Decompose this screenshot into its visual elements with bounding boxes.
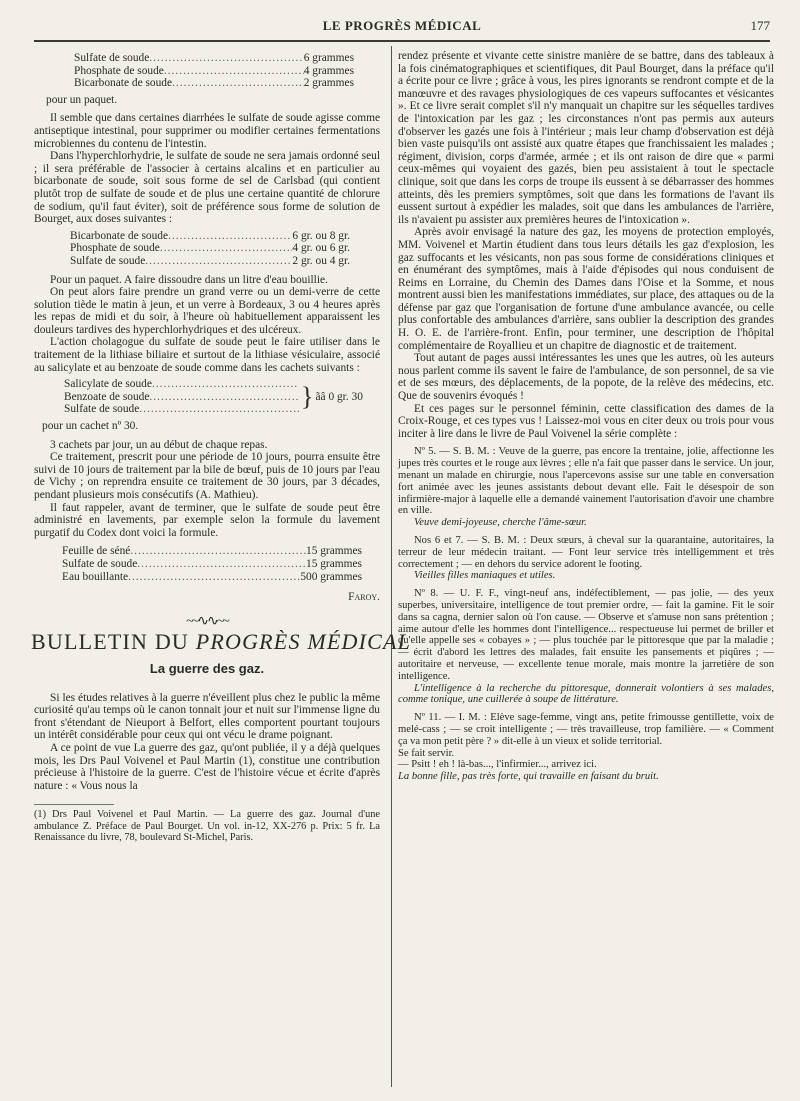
bulletin-heading-journal: PROGRÈS MÉDICAL [195,629,412,655]
recipe-line: Salicylate de soude ..... [64,378,299,391]
recipe-line: Bicarbonate de soude ..... 2 grammes [74,77,354,90]
footnote: (1) Drs Paul Voivenel et Paul Martin. — La guerre des gaz. Journal d'une ambulance Z. Préface de Paul Bourget. Un vol. in-12, XX-276 p. Prix: 5 fr. La Renaissance du livre, 78, boulevard St-Michel, Paris. [34,809,380,844]
recipe-1 [74,52,354,90]
paragraph: Après avoir envisagé la nature des gaz, les moyens de protection employés, MM. Voivenel et Martin étudient dans tous leurs détails les gaz d'explosion, les gaz suffocants et les vésicants, non pas sous forme de considérations cliniques et en énumérant des symptômes, mais à l'aide d'épisodes qui nous conduisent de Reims en Lorraine, du Chemin des Dames dans l'Oise et la Somme, et nous montrent aussi bien les manifestations immédiates, sur place, des attaques ou de la défense par gaz que l'organisation de fortune d'une ambulance avancée, ou celle plus confortable des ambulances d'arrière, sans oublier la description des grandes H. O. E. de l'arrière-front. Enfin, pour terminer, une description de l'hôpital complémentaire de Royallieu et un chapitre de diagnostic et de traitement. [398,226,774,352]
paragraph: Il faut rappeler, avant de terminer, que le sulfate de soude peut être administré en lavements, par exemple selon la formule du lavement purgatif du Codex dont voici la formule. [34,501,380,539]
recipe-line: Sulfate de soude ..... 15 grammes [62,558,362,571]
recipe-line: Bicarbonate de soude ..... 6 gr. ou 8 gr. [70,230,350,243]
paragraph: Si les études relatives à la guerre n'éveillent plus chez le public la même curiosité qu'au temps où le canon tonnait jour et nuit sur l'immense ligne du front s'étendant de Nieuport à Belfort, elles comportent pourtant toujours un intérêt considérable pour ceux qui ont vécu le drame poignant. [34,691,380,742]
quote-tagline: La bonne fille, pas très forte, qui travaille en faisant du bruit. [398,771,659,783]
paragraph: Et ces pages sur le personnel féminin, cette classification des dames de la Croix-Rouge, et ces types vus ! Laissez-moi vous en citer deux ou trois pour vous inciter à lire dans le livre de Paul Voivenel la série complète : [398,402,774,440]
column-divider [391,46,392,1087]
paragraph: A ce point de vue La guerre des gaz, qu'ont publiée, il y a déjà quelques mois, les Drs Paul Voivenel et Paul Martin (1), constitue une contribution précieuse à l'histoire de la guerre. C'est de l'histoire vécue et écrite d'après nature : « Vous nous la [34,741,380,792]
running-header [34,18,770,40]
recipe-line: Benzoate de soude ..... [64,391,299,404]
recipe-line: Feuille de séné ..... 15 grammes [62,545,362,558]
header-rule [34,40,770,42]
recipe-line: Sulfate de soude ..... [64,403,299,416]
section-title: La guerre des gaz. [149,660,265,676]
per-cachet: pour un cachet nº 30. [42,420,139,433]
paragraph: Il semble que dans certaines diarrhées le sulfate de soude agisse comme antiseptique intestinal, pour supprimer ou modifier certaines fermentations microbiennes du contenu de l'intestin. [34,112,380,150]
recipe-quantity: ãâ 0 gr. 30 [315,390,363,403]
paragraph: Ce traitement, prescrit pour une période de 10 jours, pourra ensuite être suivi de 10 jours de traitement par la bile de bœuf, puis de 10 jours par l'eau de Vichy ; on reprendra ensuite ce traitement de 30 jours, par 3 décades, pendant plusieurs mois consécutifs (A. Mathieu). [34,451,380,501]
per-packet: pour un paquet. [46,93,118,106]
recipe-line: Phosphate de soude ..... 4 gr. ou 6 gr. [70,242,350,255]
paragraph: rendez présente et vivante cette sinistre manière de se battre, dans des tableaux à la fois cinématographiques et scientifiques, dit Paul Bourget, dans la préface qu'il a écrite pour ce livre ; grâce à vous, les pires ignorants se rendront compte et de la manœuvre et des ravages physiologiques de ces vapeurs suffocantes et vésicantes ». Et ce livre serait complet s'il n'y manquait un chapitre sur les séquelles tardives de l'intoxication par les gaz ; les circonstances n'ont pas permis aux auteurs d'observer les gazés une fois à l'intérieur ; mais leur champ d'observation est déjà bien vaste puisqu'ils ont assisté aux quatre étapes que franchissaient les malades ; régiment, division, corps d'armée, armée ; et ils ont raison de dire que « parmi ceux-mêmes qui voyaient des gazés, bien peu assistaient à tout le spectacle clinique, soit que dans les corps de troupe ils eussent à se débarrasser des hommes atteints, dès les premiers symptômes, soit que dans les formations de l'avant ils eussent surtout à expédier les malades, soit que dans les ambulances de l'arrière, ils n'avaient pu assister aux premières heures de l'intoxication ». [398,50,774,226]
page-number: 177 [750,18,770,33]
paragraph: 3 cachets par jour, un au début de chaque repas. [50,438,268,451]
footnote-rule [34,804,114,805]
paragraph: Tout autant de pages aussi intéressantes les unes que les autres, où les auteurs nous parlent comme ils savent le faire de l'ambulance, de son personnel, de sa vie et de ses mœurs, des déplacements, de la popote, de la relève des médecins, etc. Que de souvenirs évoqués ! [398,352,774,403]
paragraph: L'action cholagogue du sulfate de soude peut le faire utiliser dans le traitement de la lithiase biliaire et surtout de la lithiase vésiculaire, associé au salicylate et au benzoate de soude comme dans les cachets suivants : [34,336,380,374]
quote-tagline: Veuve demi-joyeuse, cherche l'âme-sœur. [414,517,587,529]
ornament-divider: ~~∿∿~~ [186,613,228,629]
right-column [398,50,774,783]
paragraph: On peut alors faire prendre un grand verre ou un demi-verre de cette solution tiède le matin à jeun, et un verre à Bordeaux, 3 ou 4 heures après les repas de midi et du soir, à l'heure où habituellement apparaissent les douleurs tardives des hyperchlorhydriques et des ulcéreux. [34,286,380,336]
quote-entry: Nº 5. — S. B. M. : Veuve de la guerre, pas encore la trentaine, jolie, affectionne les jupes très courtes et le rouge aux lèvres ; elle n'a fait que passer dans le service. Un jour, menant un malade en chirurgie, nous l'apercevons assise sur une table en conversation fort animée avec les jeunes assistants debout devant elle. Fait le désespoir de son infirmière-major à laquelle elle a demandé vainement l'autorisation d'avoir une chambre en ville. [398,446,774,517]
quote-line: Se fait servir. [398,747,455,759]
journal-title: LE PROGRÈS MÉDICAL [322,18,482,33]
bulletin-heading [31,629,412,655]
recipe-line: Sulfate de soude ..... 6 grammes [74,52,354,65]
bulletin-heading-prefix: BULLETIN DU [31,629,196,655]
paragraph: Dans l'hyperchlorhydrie, le sulfate de soude ne sera jamais ordonné seul ; il sera préférable de l'associer à certains alcalins et en particulier au bicarbonate de soude, soit sous forme de sel de Carlsbad (qui contient plutôt trop de sulfate de soude et de plus une certaine quantité de chlorure de sodium, qu'il faut éviter), soit de préférence sous forme de solution de Bourget, aux doses suivantes : [34,150,380,226]
quote-tagline: L'intelligence à la recherche du pittoresque, donnerait volontiers à ses malades, comme tonique, une cuillerée à soupe de littérature. [398,682,774,706]
quote-entry: Nº 8. — U. F. F., vingt-neuf ans, indéfectiblement, — pas jolie, — des yeux superbes, universitaire, intelligence de tout premier ordre, — fait la gamine. Fit le soir dans sa cagna, dernier salon où l'on cause. — Observe et s'amuse non sans prétention ; aime autour d'elle les hommes dont l'intelligence... respectueuse lui permet de briller et qu'elle appelle ses « cobayes » ; — plus touchée par le pittoresque que par la maladie ; — écrit d'abord les lettres des malades, fait ensuite les pansements et piqûres ; — autoritaire et nerveuse, — excellente tenue morale, mais montre la jarretière de son intelligence. [398,588,774,682]
paragraph: Pour un paquet. A faire dissoudre dans un litre d'eau bouillie. [50,273,328,286]
recipe-line: Sulfate de soude ..... 2 gr. ou 4 gr. [70,255,350,268]
recipe-line: Phosphate de soude ..... 4 grammes [74,65,354,78]
recipe-line: Eau bouillante ..... 500 grammes [62,571,362,584]
left-column [31,50,412,844]
recipe-3 [64,378,380,416]
quote-tagline: Vieilles filles maniaques et utiles. [414,570,556,582]
author-signature: Faroy. [348,591,380,604]
quote-entry: Nos 6 et 7. — S. B. M. : Deux sœurs, à cheval sur la quarantaine, autoritaires, la terreur de leur médecin traitant. — Font leur service très intelligemment et très correctement ; — en dehors du service adorent le footing. [398,534,774,570]
brace-glyph: } [301,382,314,412]
quote-entry: Nº 11. — I. M. : Elève sage-femme, vingt ans, petite frimousse gentillette, voix de melé-cass ; — se croit intelligente ; — très travailleuse, trop familière. — « Comment ça va mon petit père ? » dit-elle à un vieux et solide territorial. [398,712,774,747]
recipe-2 [70,230,350,268]
recipe-4 [62,545,362,583]
quote-line: — Psitt ! eh ! là-bas..., l'infirmier..., arrivez ici. [398,759,597,771]
